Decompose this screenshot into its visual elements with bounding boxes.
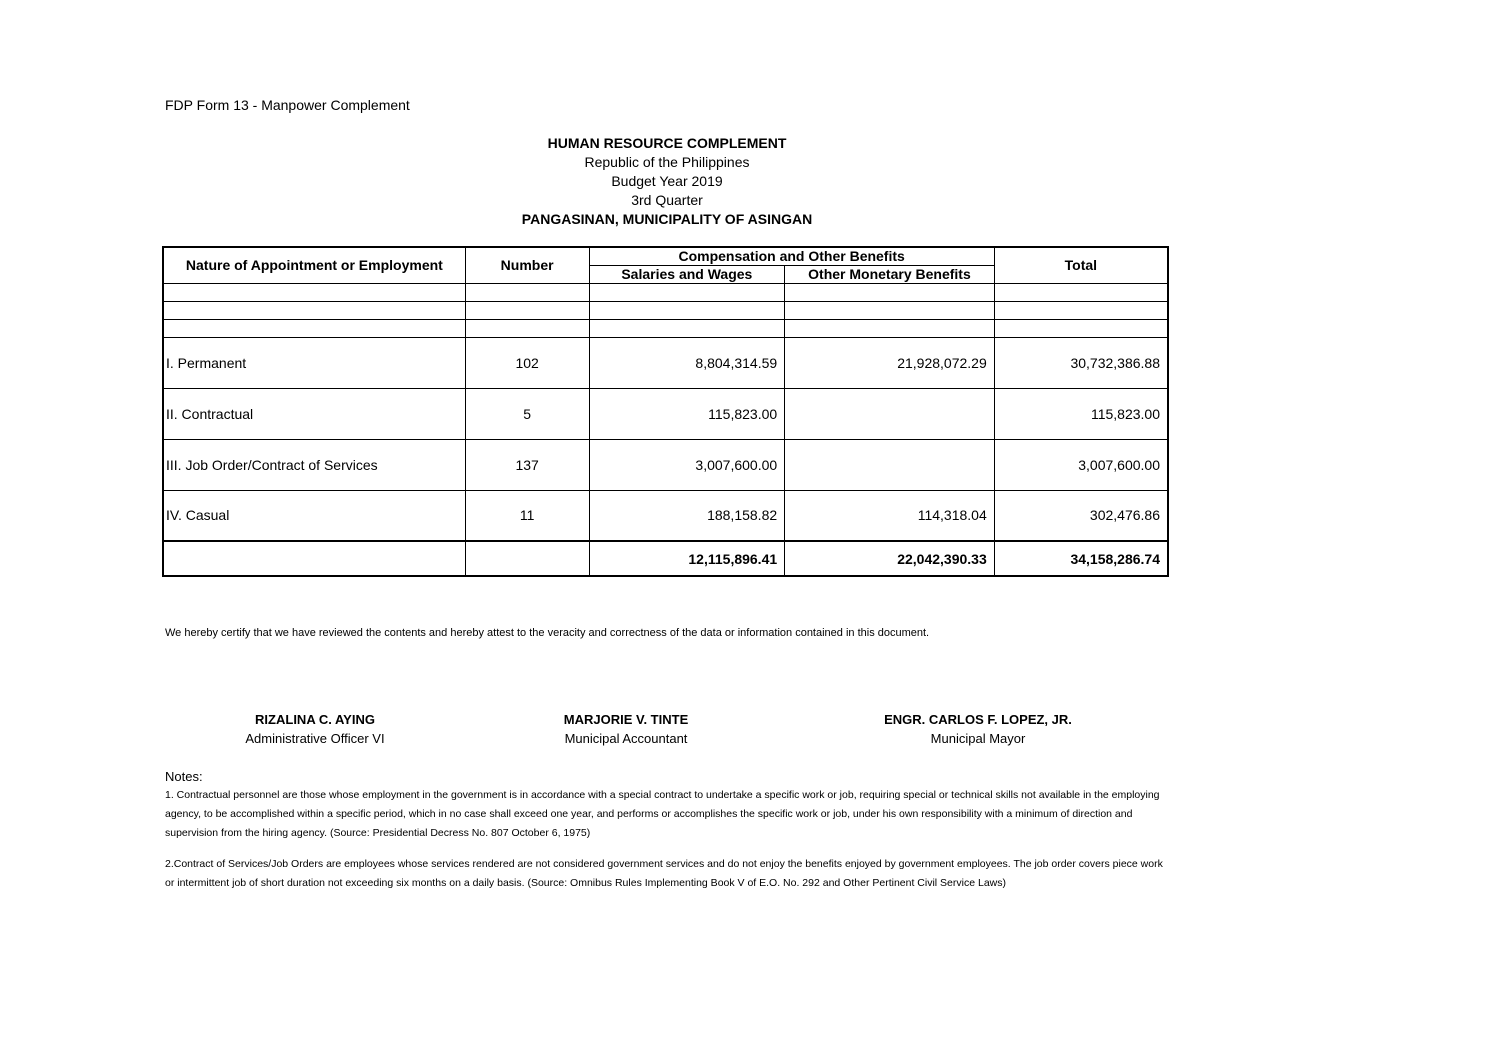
certification-statement: We hereby certify that we have reviewed the contents and hereby attest to the veracity and correctness of the data or information contained in this document. — [165, 627, 930, 639]
column-header-nature: Nature of Appointment or Employment — [163, 247, 465, 283]
header-municipality: PANGASINAN, MUNICIPALITY OF ASINGAN — [521, 211, 813, 227]
notes-title: Notes: — [165, 769, 203, 784]
row-total: 115,823.00 — [994, 388, 1168, 439]
total-salaries: 12,115,896.41 — [589, 541, 785, 576]
signatory-block — [526, 710, 726, 748]
total-other-benefits: 22,042,390.33 — [785, 541, 995, 576]
note-item: 2.Contract of Services/Job Orders are employees whose services rendered are not considered government services and do not enjoy the benefits enjoyed by government employees. The job order covers piece work or intermittent job of short duration not exceeding six months on a daily basis. (Source: Omnibus Rules Implementing Book V of E.O. No. 292 and Other Pertinent Civil Service Laws) — [165, 858, 1163, 889]
signatory-block — [853, 710, 1103, 748]
form-label: FDP Form 13 - Manpower Complement — [165, 97, 410, 113]
table-row — [163, 439, 1168, 490]
row-total: 3,007,600.00 — [994, 439, 1168, 490]
row-number: 11 — [465, 490, 589, 541]
manpower-table — [162, 246, 1169, 577]
row-salaries: 115,823.00 — [589, 388, 785, 439]
row-other-benefits — [785, 439, 995, 490]
column-header-compensation: Compensation and Other Benefits — [589, 247, 994, 265]
signatory-name: RIZALINA C. AYING — [255, 712, 375, 727]
row-total: 30,732,386.88 — [994, 337, 1168, 388]
row-number: 137 — [465, 439, 589, 490]
blank-row — [163, 283, 1168, 301]
header-quarter: 3rd Quarter — [631, 192, 703, 208]
column-header-total: Total — [994, 247, 1168, 283]
blank-row — [163, 319, 1168, 337]
row-salaries: 8,804,314.59 — [589, 337, 785, 388]
row-nature: II. Contractual — [163, 388, 465, 439]
row-other-benefits: 21,928,072.29 — [785, 337, 995, 388]
column-header-number: Number — [465, 247, 589, 283]
row-salaries: 188,158.82 — [589, 490, 785, 541]
row-nature: III. Job Order/Contract of Services — [163, 439, 465, 490]
grand-total: 34,158,286.74 — [994, 541, 1168, 576]
signatory-name: ENGR. CARLOS F. LOPEZ, JR. — [884, 712, 1072, 727]
signatory-title: Municipal Accountant — [564, 731, 688, 746]
table-row — [163, 337, 1168, 388]
row-other-benefits: 114,318.04 — [785, 490, 995, 541]
blank-row — [163, 301, 1168, 319]
column-header-salaries: Salaries and Wages — [589, 265, 785, 283]
document-header — [165, 134, 1169, 229]
row-nature: I. Permanent — [163, 337, 465, 388]
signatory-title: Municipal Mayor — [930, 731, 1026, 746]
header-budget-year: Budget Year 2019 — [611, 173, 723, 189]
notes-section — [165, 767, 1175, 893]
row-salaries: 3,007,600.00 — [589, 439, 785, 490]
row-total: 302,476.86 — [994, 490, 1168, 541]
row-number: 5 — [465, 388, 589, 439]
table-row — [163, 490, 1168, 541]
row-nature: IV. Casual — [163, 490, 465, 541]
totals-row — [163, 541, 1168, 576]
row-other-benefits — [785, 388, 995, 439]
note-item: 1. Contractual personnel are those whose employment in the government is in accordance with a special contract to undertake a specific work or job, requiring special or technical skills not available in the employing agency, to be accomplished within a specific period, which in no case shall exceed one year, and performs or accomplishes the specific work or job, under his own responsibility with a minimum of direction and supervision from the hiring agency. (Source: Presidential Decress No. 807 October 6, 1975) — [165, 789, 1160, 839]
signatory-block — [215, 710, 415, 748]
table-row — [163, 388, 1168, 439]
signatory-name: MARJORIE V. TINTE — [563, 712, 689, 727]
row-number: 102 — [465, 337, 589, 388]
column-header-other-benefits: Other Monetary Benefits — [785, 265, 995, 283]
header-country: Republic of the Philippines — [584, 154, 750, 170]
signatory-title: Administrative Officer VI — [245, 731, 385, 746]
header-title: HUMAN RESOURCE COMPLEMENT — [547, 135, 787, 151]
